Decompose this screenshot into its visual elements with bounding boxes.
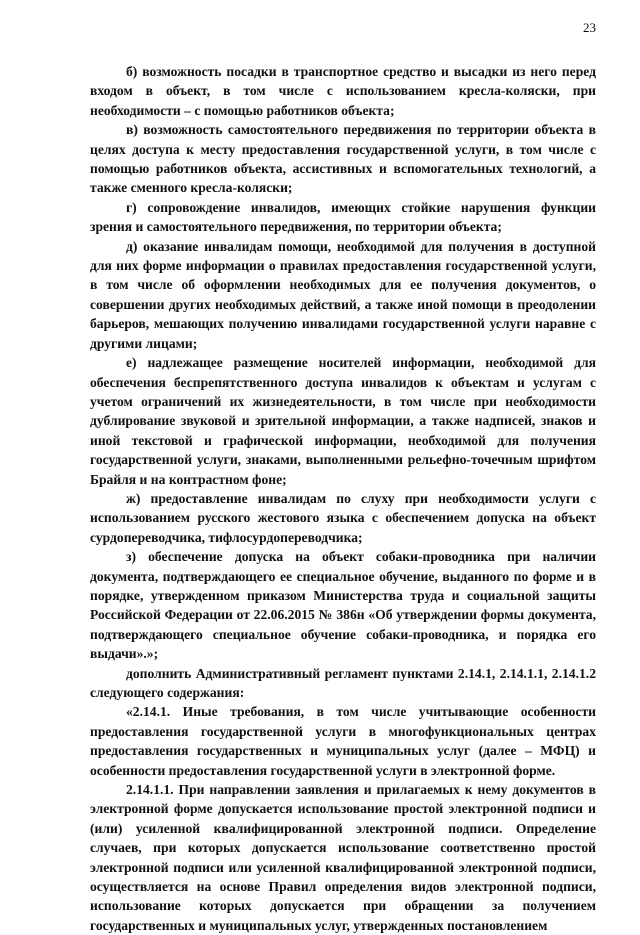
- page-number: 23: [583, 20, 596, 35]
- paragraph-b: б) возможность посадки в транспортное средство и высадки из него перед входом в объект, в том числе с использованием кресла-коляски, при необходимости – с помощью работников объекта;: [90, 64, 596, 118]
- paragraph-e: е) надлежащее размещение носителей информации, необходимой для обеспечения беспрепятственного доступа инвалидов к объектам и услугам с учетом ограничений их жизнедеятельности, в том числе при необходимости дублирование звуковой и зрительной информации, а также надписей, знаков и иной текстовой и графической информации, необходимой для получения государственной услуги, знаками, выполненными рельефно-точечным шрифтом Брайля и на контрастном фоне;: [90, 355, 596, 487]
- paragraph-z: з) обеспечение допуска на объект собаки-проводника при наличии документа, подтверждающего ее специальное обучение, выданного по форме и в порядке, утвержденном приказом Министерства труда и социальной защиты Российской Федерации от 22.06.2015 № 386н «Об утверждении формы документа, подтверждающего специальное обучение собаки-проводника, и порядка его выдачи».»;: [90, 549, 596, 662]
- paragraph-v: в) возможность самостоятельного передвижения по территории объекта в целях доступа к месту предоставления государственной услуги, в том числе с помощью работников объекта, ассистивных и вспомогательных технологий, а также сменного кресла-коляски;: [90, 122, 596, 196]
- paragraph-2-14-1: «2.14.1. Иные требования, в том числе учитывающие особенности предоставления государственной услуги в многофункциональных центрах предоставления государственных и муниципальных услуг (далее – МФЦ) и особенности предоставления государственной услуги в электронной форме.: [90, 704, 596, 778]
- paragraph-g: г) сопровождение инвалидов, имеющих стойкие нарушения функции зрения и самостоятельного передвижения, по территории объекта;: [90, 199, 596, 235]
- paragraph-zh: ж) предоставление инвалидам по слуху при необходимости услуги с использованием русского жестового языка с обеспечением допуска на объект сурдопереводчика, тифлосурдопереводчика;: [90, 490, 596, 545]
- document-body: [90, 62, 596, 935]
- paragraph-amend-intro: дополнить Административный регламент пунктами 2.14.1, 2.14.1.1, 2.14.1.2 следующего содержания:: [90, 665, 596, 700]
- paragraph-d: д) оказание инвалидам помощи, необходимой для получения в доступной для них форме информации о правилах предоставления государственной услуги, в том числе об оформлении необходимых для ее получения документов, о совершении других необходимых действий, а также иной помощи в преодолении барьеров, мешающих получению инвалидами государственной услуги наравне с другими лицами;: [90, 238, 596, 351]
- paragraph-2-14-1-1: 2.14.1.1. При направлении заявления и прилагаемых к нему документов в электронной форме допускается использование простой электронной подписи и (или) усиленной квалифицированной электронной подписи. Определение случаев, при которых допускается использование соответственно простой электронной подписи или усиленной квалифицированной электронной подписи, осуществляется на основе Правил определения видов электронной подписи, использование которых допускается при обращении за получением государственных и муниципальных услуг, утвержденных постановлением: [90, 782, 596, 933]
